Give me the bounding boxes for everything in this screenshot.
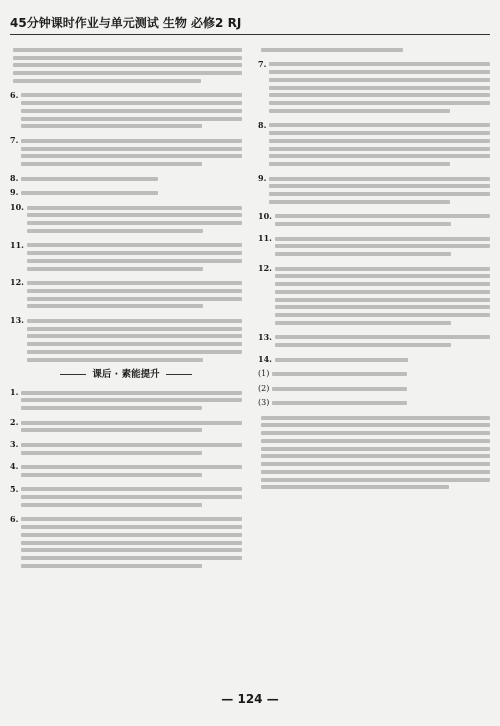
text-line	[261, 462, 490, 466]
text-line	[21, 117, 242, 121]
answer-item	[258, 332, 490, 351]
item-text	[21, 90, 242, 133]
item-text	[27, 240, 242, 275]
item-number: 10.	[258, 210, 272, 221]
answer-item	[258, 263, 490, 329]
text-line	[269, 192, 490, 196]
item-number: 10.	[10, 201, 24, 212]
item-number: 3.	[10, 439, 19, 449]
text-line	[269, 154, 490, 158]
text-line	[21, 495, 242, 499]
text-line	[269, 200, 450, 204]
left-items-a	[10, 44, 242, 365]
text-line	[275, 237, 490, 241]
text-line	[261, 416, 490, 420]
text-line	[275, 298, 490, 302]
answer-item	[10, 315, 242, 365]
item-number: 14.	[258, 353, 272, 364]
item-text	[21, 417, 242, 436]
answer-item	[258, 173, 490, 208]
text-line	[27, 251, 242, 255]
item-text	[272, 383, 490, 395]
text-line	[275, 244, 490, 248]
text-line	[27, 334, 242, 338]
item-number: 12.	[258, 262, 272, 273]
item-text	[275, 354, 490, 366]
answer-item	[258, 59, 490, 117]
text-line	[261, 48, 403, 52]
text-line	[272, 401, 407, 405]
answer-item	[10, 514, 242, 572]
text-line	[269, 162, 450, 166]
item-text	[21, 514, 242, 572]
item-number: 5.	[10, 483, 19, 494]
text-line	[21, 525, 242, 529]
text-line	[27, 289, 242, 293]
answer-item	[10, 461, 242, 480]
item-number: 8.	[10, 172, 19, 183]
page-header	[10, 12, 490, 35]
answer-item	[10, 387, 242, 414]
item-number: 9.	[10, 187, 19, 198]
text-line	[275, 358, 408, 362]
text-line	[13, 79, 201, 83]
item-number: 13.	[258, 331, 272, 342]
item-number: 8.	[258, 119, 267, 130]
item-text	[275, 233, 490, 260]
item-number: 11.	[10, 239, 24, 250]
text-line	[27, 213, 242, 217]
text-line	[27, 358, 203, 362]
text-line	[27, 259, 242, 263]
text-line	[21, 162, 202, 166]
item-text	[27, 202, 242, 237]
text-line	[27, 319, 242, 323]
item-text	[275, 332, 490, 351]
answer-item	[258, 354, 490, 366]
text-line	[275, 282, 490, 286]
item-text	[21, 484, 242, 511]
item-number: (1)	[258, 369, 270, 379]
text-line	[269, 123, 490, 127]
text-line	[269, 147, 490, 151]
text-line	[275, 290, 490, 294]
text-line	[269, 93, 490, 97]
text-line	[272, 387, 407, 391]
text-line	[272, 372, 407, 376]
answer-item	[10, 135, 242, 170]
item-text	[269, 120, 490, 170]
item-number: 13.	[10, 315, 24, 325]
text-line	[13, 71, 242, 75]
right-column	[258, 44, 490, 684]
answer-item	[258, 233, 490, 260]
text-line	[21, 406, 202, 410]
text-line	[269, 184, 490, 188]
text-line	[21, 517, 242, 521]
section-heading	[10, 369, 242, 381]
text-line	[27, 350, 242, 354]
text-line	[27, 281, 242, 285]
text-line	[21, 191, 158, 195]
text-line	[269, 101, 490, 105]
text-line	[275, 313, 490, 317]
text-line	[21, 473, 202, 477]
text-line	[27, 221, 242, 225]
text-line	[21, 556, 242, 560]
text-line	[27, 243, 242, 247]
text-line	[27, 297, 242, 301]
answer-item	[258, 412, 490, 493]
text-line	[21, 548, 242, 552]
text-line	[269, 86, 490, 90]
answer-item	[258, 397, 490, 409]
item-number: (3)	[258, 398, 270, 408]
text-line	[21, 109, 242, 113]
text-line	[275, 305, 490, 309]
text-line	[275, 274, 490, 278]
item-number: 11.	[258, 232, 272, 243]
item-number: 9.	[258, 172, 267, 183]
answer-item	[10, 202, 242, 237]
text-line	[27, 327, 242, 331]
text-line	[21, 154, 242, 158]
text-line	[275, 321, 451, 325]
item-text	[275, 211, 490, 230]
text-line	[13, 48, 242, 52]
text-line	[13, 56, 242, 60]
item-text	[261, 44, 490, 56]
text-line	[261, 470, 490, 474]
left-items-b	[10, 387, 242, 572]
text-line	[261, 439, 490, 443]
item-text	[272, 368, 490, 380]
right-items	[258, 44, 490, 493]
text-line	[275, 222, 451, 226]
header-title: 45分钟课时作业与单元测试 生物 必修2 RJ	[10, 16, 242, 30]
item-number: 12.	[10, 277, 24, 288]
item-number: 4.	[10, 461, 19, 472]
text-line	[269, 177, 490, 181]
answer-item	[10, 484, 242, 511]
item-number: 6.	[10, 513, 19, 524]
text-line	[261, 447, 490, 451]
text-line	[21, 398, 242, 402]
item-number: 6.	[10, 89, 19, 100]
answer-item	[10, 187, 242, 199]
item-text	[21, 387, 242, 414]
text-line	[21, 139, 242, 143]
text-line	[21, 391, 242, 395]
item-text	[272, 397, 490, 409]
text-line	[261, 423, 490, 427]
text-line	[269, 109, 450, 113]
text-line	[21, 487, 242, 491]
text-line	[21, 177, 158, 181]
item-text	[21, 135, 242, 170]
text-line	[21, 147, 242, 151]
text-line	[21, 421, 242, 425]
text-line	[275, 252, 451, 256]
item-text	[27, 315, 242, 365]
left-column	[10, 44, 242, 684]
text-line	[27, 342, 242, 346]
answer-item	[258, 383, 490, 395]
text-line	[21, 428, 202, 432]
section-title: 课后 · 素能提升	[92, 369, 160, 381]
text-line	[27, 304, 203, 308]
text-line	[13, 63, 242, 67]
item-number: 7.	[258, 58, 267, 69]
page-number: — 124 —	[221, 692, 279, 706]
item-text	[21, 461, 242, 480]
answer-item	[258, 211, 490, 230]
page-number-value: 124	[237, 692, 263, 706]
text-line	[269, 78, 490, 82]
text-line	[269, 62, 490, 66]
text-line	[21, 101, 242, 105]
text-line	[21, 124, 202, 128]
text-line	[261, 478, 490, 482]
text-line	[269, 139, 490, 143]
text-line	[275, 214, 490, 218]
answer-item	[10, 173, 242, 185]
section-rule-right	[166, 374, 192, 375]
answer-item	[10, 240, 242, 275]
text-line	[21, 503, 202, 507]
item-text	[269, 173, 490, 208]
answer-item	[258, 44, 490, 56]
section-rule-left	[60, 374, 86, 375]
text-line	[21, 465, 242, 469]
text-line	[261, 454, 490, 458]
text-line	[269, 70, 490, 74]
text-line	[261, 431, 490, 435]
text-line	[269, 131, 490, 135]
text-line	[261, 485, 449, 489]
answer-item	[10, 277, 242, 312]
text-line	[21, 443, 242, 447]
text-line	[21, 533, 242, 537]
item-text	[21, 439, 242, 458]
item-text	[261, 412, 490, 493]
item-number: 1.	[10, 386, 19, 397]
text-line	[21, 93, 242, 97]
answer-item	[10, 417, 242, 436]
text-line	[21, 564, 202, 568]
item-number: 2.	[10, 416, 19, 427]
text-line	[27, 267, 203, 271]
item-text	[269, 59, 490, 117]
item-text	[21, 187, 242, 199]
item-number: (2)	[258, 383, 270, 393]
text-line	[275, 343, 451, 347]
answer-item	[10, 439, 242, 458]
text-line	[27, 206, 242, 210]
text-line	[275, 267, 490, 271]
answer-item	[258, 368, 490, 380]
item-text	[21, 173, 242, 185]
item-text	[13, 44, 242, 87]
item-text	[27, 277, 242, 312]
item-text	[275, 263, 490, 329]
text-line	[27, 229, 203, 233]
item-number: 7.	[10, 135, 19, 145]
text-line	[21, 451, 202, 455]
text-line	[275, 335, 490, 339]
text-line	[21, 541, 242, 545]
answer-item	[10, 44, 242, 87]
answer-item	[258, 120, 490, 170]
answer-item	[10, 90, 242, 133]
